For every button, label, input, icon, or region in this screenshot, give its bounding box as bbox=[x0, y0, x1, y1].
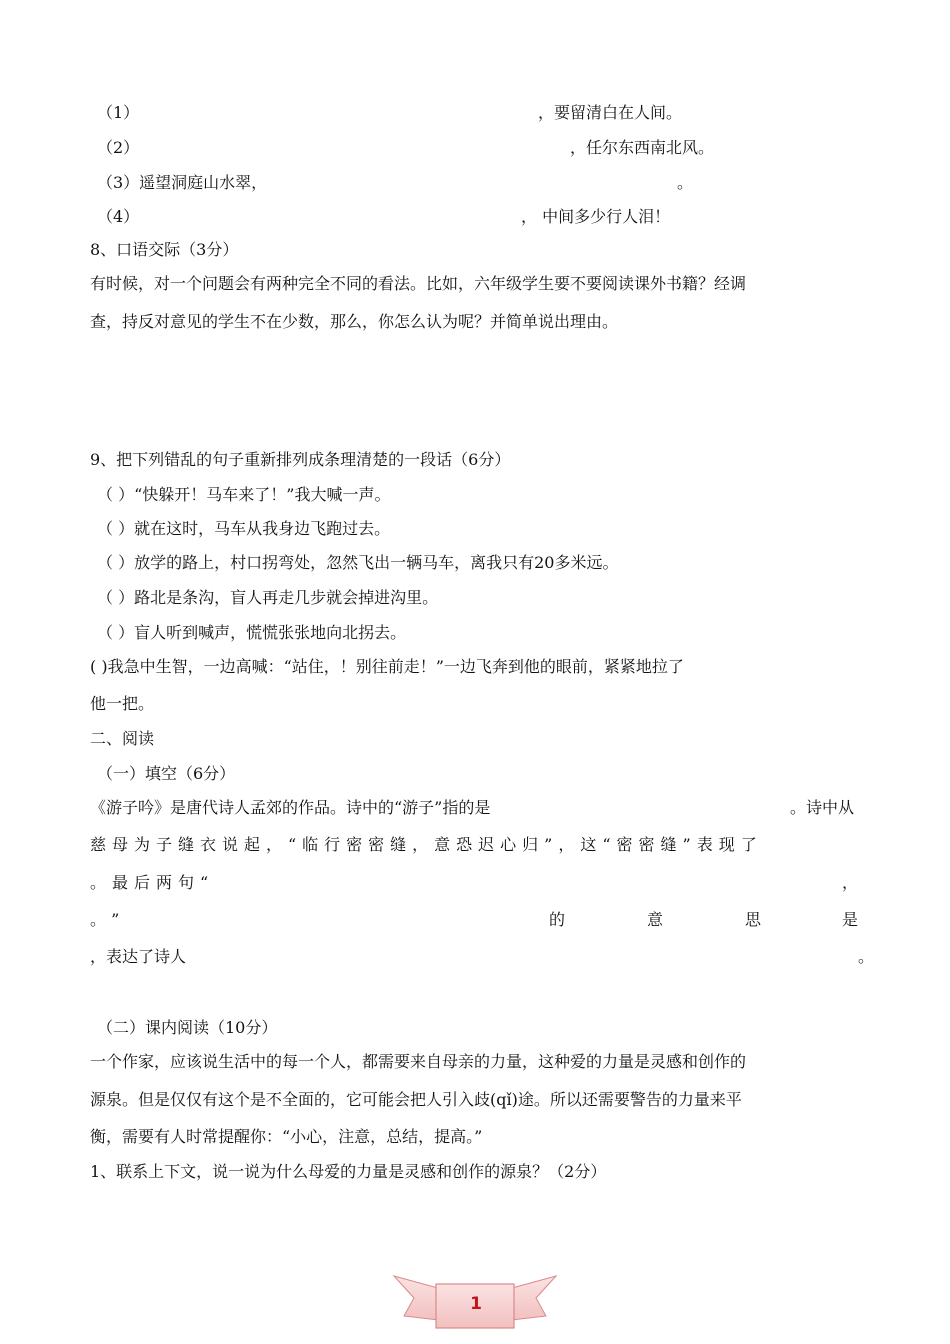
reading-part-2-line-1: 一个作家，应该说生活中的每一个人，都需要来自母亲的力量，这种爱的力量是灵感和创作的 bbox=[90, 1052, 747, 1071]
poem-item-1-ending: ，要留清白在人间。 bbox=[538, 103, 683, 122]
reading-part-2-question-1: 1、联系上下文，说一说为什么母爱的力量是灵感和创作的源泉？（2分） bbox=[90, 1162, 607, 1181]
reading-part-1-line-4-word: 的 bbox=[549, 910, 566, 929]
question-8-body-line-1: 有时候，对一个问题会有两种完全不同的看法。比如，六年级学生要不要阅读课外书籍？经调 bbox=[90, 274, 747, 293]
q9-sentence: （ ）“快躲开！马车来了！”我大喊一声。 bbox=[97, 485, 391, 504]
reading-part-1-line-3-end: ， bbox=[842, 873, 859, 892]
poem-item-1-number: （1） bbox=[97, 103, 140, 122]
reading-part-1-title: （一）填空（6分） bbox=[97, 764, 236, 783]
poem-item-4-ending: ， 中间多少行人泪！ bbox=[521, 207, 671, 226]
poem-item-3-ending: 。 bbox=[677, 173, 694, 192]
reading-part-1-line-3: 。最后两句“ bbox=[90, 873, 215, 892]
poem-item-2-ending: ，任尔东西南北风。 bbox=[570, 138, 715, 157]
q9-sentence: ( )我急中生智，一边高喊：“站住，！别往前走！”一边飞奔到他的眼前，紧紧地拉了 bbox=[90, 657, 684, 676]
reading-part-1-line-5-end: 。 bbox=[858, 947, 875, 966]
question-8-title: 8、口语交际（3分） bbox=[90, 240, 239, 259]
reading-part-1-line-4-word: 意 bbox=[647, 910, 664, 929]
q9-sentence: （ ）放学的路上，村口拐弯处，忽然飞出一辆马车，离我只有20多米远。 bbox=[97, 553, 619, 572]
poem-item-2-number: （2） bbox=[97, 138, 140, 157]
poem-item-3-text: （3）遥望洞庭山水翠， bbox=[97, 173, 268, 192]
reading-part-2-title: （二）课内阅读（10分） bbox=[97, 1018, 278, 1037]
reading-part-1-line-1-end: 。诗中从 bbox=[790, 798, 855, 817]
q9-sentence-continuation: 他一把。 bbox=[90, 694, 155, 713]
q9-sentence: （ ）就在这时，马车从我身边飞跑过去。 bbox=[97, 519, 391, 538]
question-9-title: 9、把下列错乱的句子重新排列成条理清楚的一段话（6分） bbox=[90, 450, 511, 469]
reading-part-1-line-5: ，表达了诗人 bbox=[90, 947, 187, 966]
question-8-body-line-2: 查，持反对意见的学生不在少数，那么，你怎么认为呢？并简单说出理由。 bbox=[90, 312, 619, 331]
reading-part-1-line-4: 。 ” bbox=[90, 910, 120, 929]
page-number: 1 bbox=[470, 1294, 482, 1314]
q9-sentence: （ ）路北是条沟，盲人再走几步就会掉进沟里。 bbox=[97, 588, 439, 607]
reading-part-1-line-2: 慈母为子缝衣说起，“临行密密缝，意恐迟心归”，这“密密缝”表现了 bbox=[90, 835, 763, 854]
reading-section-title: 二、阅读 bbox=[90, 729, 155, 748]
poem-item-4-number: （4） bbox=[97, 207, 140, 226]
q9-sentence: （ ）盲人听到喊声，慌慌张张地向北拐去。 bbox=[97, 623, 407, 642]
reading-part-1-line-1: 《游子吟》是唐代诗人孟郊的作品。诗中的“游子”指的是 bbox=[90, 798, 491, 817]
reading-part-2-line-2: 源泉。但是仅仅有这个是不全面的，它可能会把人引入歧(qǐ)途。所以还需要警告的力量来平 bbox=[90, 1090, 742, 1109]
reading-part-1-line-4-word: 思 bbox=[745, 910, 762, 929]
reading-part-1-line-4-word: 是 bbox=[842, 910, 859, 929]
reading-part-2-line-3: 衡，需要有人时常提醒你：“小心，注意，总结，提高。” bbox=[90, 1127, 483, 1146]
